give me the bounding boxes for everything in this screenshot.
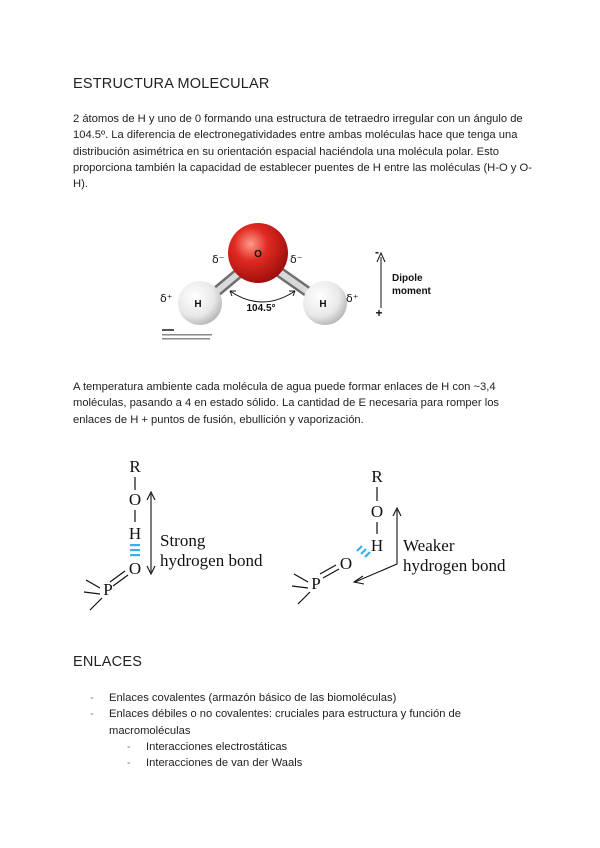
delta-plus-right: δ⁺ [346,292,359,305]
delta-minus-left: δ⁻ [212,253,225,266]
list-item-noncovalent [90,706,520,771]
noncovalent-sublist [109,739,520,772]
sublist-item-vanderwaals [127,755,520,771]
sublist-item-text: Interacciones de van der Waals [146,757,303,770]
delta-plus-left: δ⁺ [160,292,173,305]
dipole-minus: - [375,245,379,259]
strong-label-1: Strong [160,531,206,550]
weak-o2-label: O [339,554,353,573]
list-item-text: Enlaces débiles o no covalentes: cruciales para estructura y función de macromoléculas [109,708,461,737]
delta-minus-right: δ⁻ [290,253,303,266]
paragraph-hydrogen-bonds: A temperatura ambiente cada molécula de agua puede formar enlaces de H con ~3,4 moléculas, pasando a 4 en estado sólido. La cantidad de E necesaria para romper los enlaces de H + puntos de fusión, ebullición y vaporización. [73,381,500,426]
dipole-label-2: moment [392,286,431,297]
weak-p-label: P [311,574,321,593]
dipole-plus: + [375,306,383,320]
hydrogen-label-left: H [194,299,202,310]
water-molecule-diagram [150,215,450,355]
list-item-text: Enlaces covalentes (armazón básico de las biomoléculas) [109,692,397,704]
weak-h-label: H [370,536,384,555]
strong-p-label: P [103,580,113,599]
section-title-estructura: ESTRUCTURA MOLECULAR [73,76,270,92]
weak-o-label: O [370,502,384,521]
strong-o-label: O [128,490,142,509]
section-title-enlaces: ENLACES [73,654,143,670]
paragraph-structure: 2 átomos de H y uno de 0 formando una estructura de tetraedro irregular con un ángulo de 104.5º. La diferencia de electronegatividades entre ambas moléculas hace que tenga una distribución asimétrica en su orientación espacial haciéndola una molécula polar. Esto proporciona también la capacidad de establecer puentes de H entre las moléculas (H-O y O-H). [73,113,532,191]
strong-h-label: H [128,524,142,543]
dipole-label-1: Dipole [392,273,423,284]
weak-hbond-dashes [357,546,370,557]
list-item-covalent [90,690,520,706]
hydrogen-label-right: H [319,299,327,310]
oxygen-label: O [254,249,262,260]
figure-fineprint [162,329,212,340]
strong-label-2: hydrogen bond [160,551,263,570]
strong-hbond-dashes [130,544,140,556]
hydrogen-bond-diagram [80,450,530,620]
bond-types-list [90,690,520,771]
weak-label-1: Weaker [403,536,455,555]
angle-label: 104.5° [246,303,276,314]
strong-r-label: R [129,457,141,476]
sublist-item-electrostatic [127,739,520,755]
sublist-item-text: Interacciones electrostáticas [146,740,288,753]
weak-r-label: R [371,467,383,486]
weak-label-2: hydrogen bond [403,556,506,575]
strong-o2-label: O [128,559,142,578]
